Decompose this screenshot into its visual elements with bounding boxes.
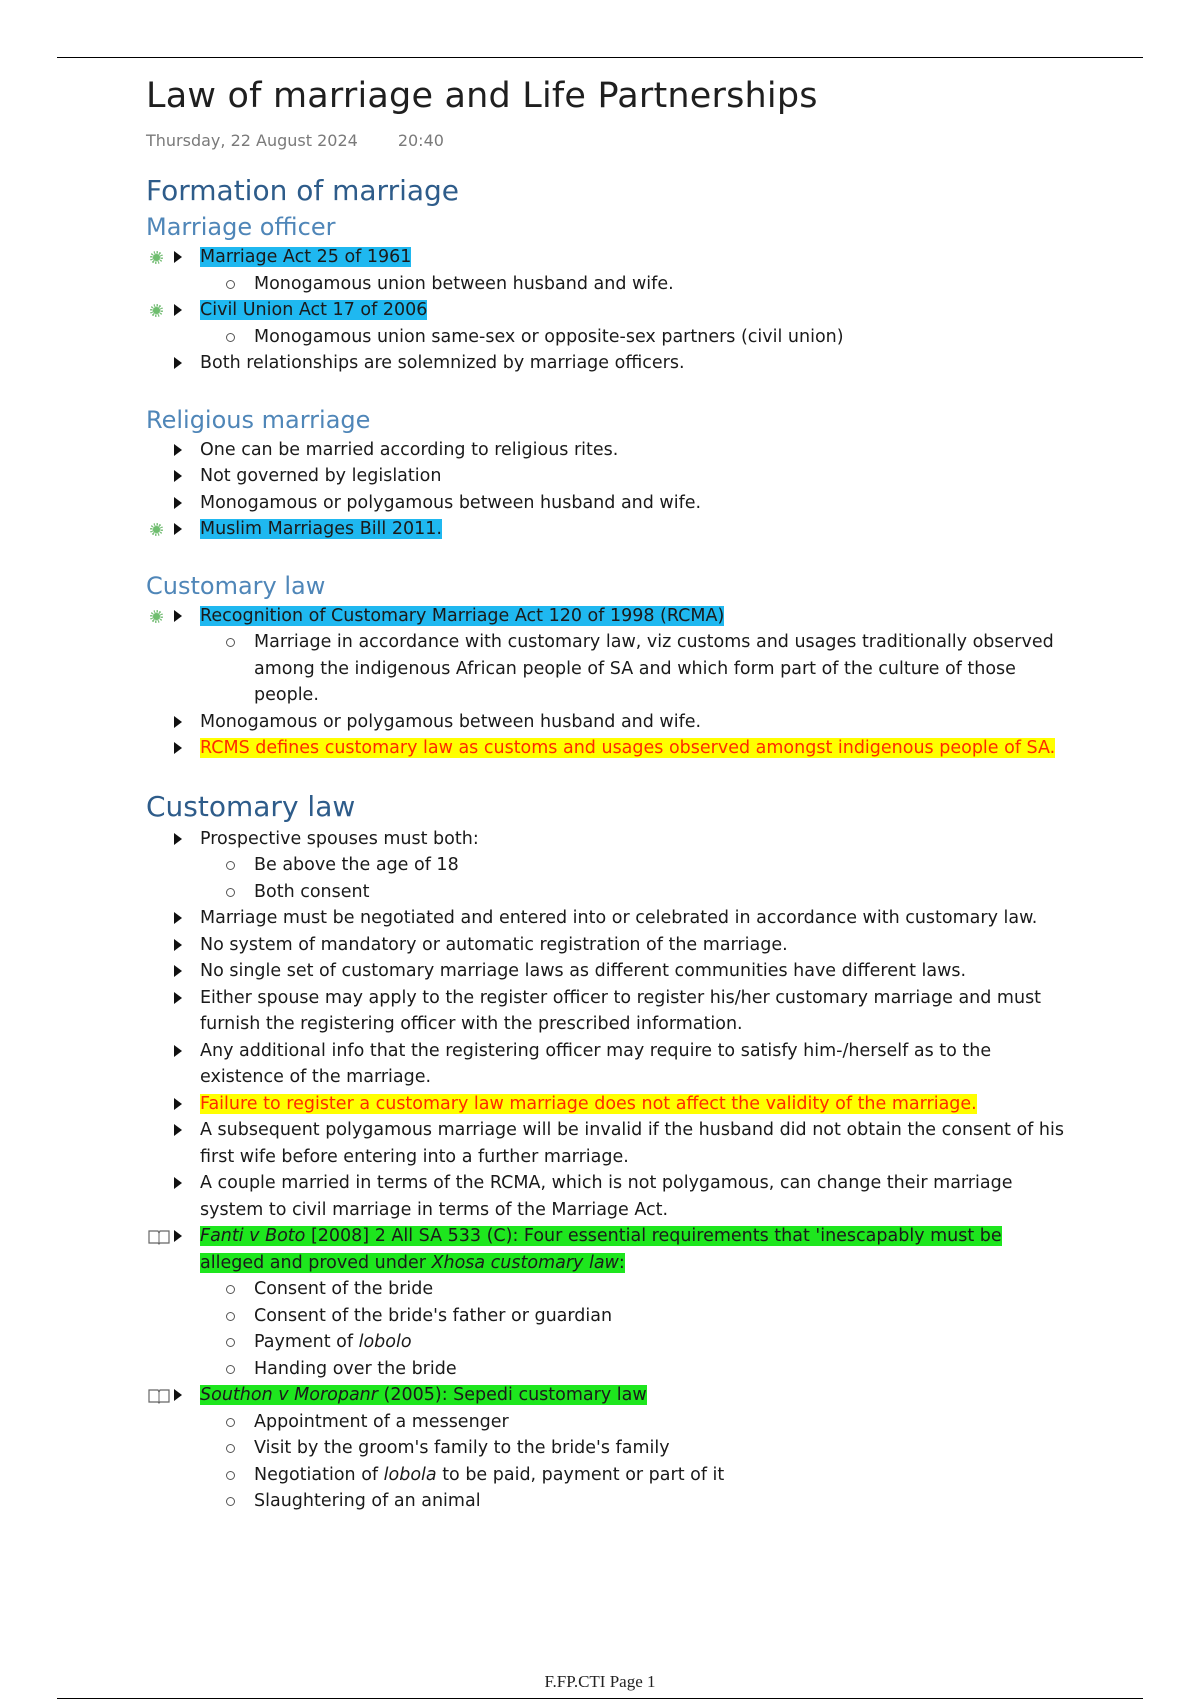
- item-text: Marriage in accordance with customary law, viz customs and usages traditionally observed among the indigenous African people of SA and which form part of the culture of those people.: [254, 632, 1054, 705]
- list-item: [146, 463, 1066, 490]
- highlighted-text: Recognition of Customary Marriage Act 120 of 1998 (RCMA): [200, 605, 725, 626]
- list-item: [146, 1170, 1066, 1223]
- item-text: One can be married according to religious rites.: [200, 439, 619, 460]
- case-citation: [2008] 2 All SA 533 (C): Four essential requirements that 'inescapably must be alleged and proved under: [200, 1226, 1002, 1273]
- note-date: Thursday, 22 August 2024: [146, 131, 358, 150]
- section-heading-customary-law: Customary law: [146, 789, 356, 823]
- sub-bullet-circle-icon: [226, 638, 235, 647]
- item-text: Monogamous union between husband and wife.: [254, 273, 674, 294]
- list-item: [146, 735, 1066, 762]
- sub-list-item: [146, 1303, 1066, 1330]
- bullet-triangle-icon: [174, 497, 182, 509]
- highlighted-text: Marriage Act 25 of 1961: [200, 247, 412, 267]
- item-text: Consent of the bride's father or guardian: [254, 1305, 613, 1326]
- sub-bullet-circle-icon: [226, 1418, 235, 1427]
- sub-list-item: [146, 1488, 1066, 1515]
- highlighted-text: RCMS defines customary law as customs and usages observed amongst indigenous people of SA.: [200, 738, 1056, 758]
- sub-bullet-circle-icon: [226, 888, 235, 897]
- bullet-triangle-icon: [174, 610, 182, 622]
- highlighted-case-text: [200, 1226, 1002, 1273]
- subheading-marriage-officer: Marriage officer: [146, 213, 336, 241]
- sub-bullet-circle-icon: [226, 861, 235, 870]
- bullet-triangle-icon: [174, 992, 182, 1004]
- italic-term: lobolo: [358, 1332, 412, 1352]
- bullet-triangle-icon: [174, 716, 182, 728]
- tag-icon: [150, 523, 163, 536]
- item-text: Appointment of a messenger: [254, 1411, 509, 1432]
- italic-term: lobola: [383, 1464, 437, 1485]
- item-text: A couple married in terms of the RCMA, which is not polygamous, can change their marriage system to civil marriage in terms of the Marriage Act.: [200, 1173, 1013, 1220]
- case-name: Southon v Moropanr: [200, 1385, 378, 1405]
- item-text: Not governed by legislation: [200, 466, 442, 486]
- bullet-triangle-icon: [174, 1045, 182, 1057]
- sub-list-item: [146, 629, 1066, 709]
- section-heading-formation: Formation of marriage: [146, 174, 460, 207]
- item-text: Any additional info that the registering officer may require to satisfy him-/herself as to the existence of the marriage.: [200, 1040, 992, 1087]
- bullet-triangle-icon: [174, 965, 182, 977]
- case-end: :: [618, 1252, 625, 1273]
- bullet-triangle-icon: [174, 1098, 182, 1110]
- highlighted-text: Muslim Marriages Bill 2011.: [200, 519, 442, 539]
- list-item: [146, 437, 1066, 464]
- bottom-rule: [57, 1698, 1143, 1699]
- item-text: Handing over the bride: [254, 1358, 457, 1379]
- sub-bullet-circle-icon: [226, 333, 235, 342]
- item-text: Monogamous or polygamous between husband and wife.: [200, 711, 702, 732]
- sub-list-item: [146, 1329, 1066, 1356]
- sub-bullet-circle-icon: [226, 1365, 235, 1374]
- item-text: Slaughtering of an animal: [254, 1491, 481, 1511]
- list-item: [146, 1038, 1066, 1091]
- list-item: [146, 1117, 1066, 1170]
- book-icon: [148, 1388, 170, 1404]
- list-item: [146, 244, 1066, 271]
- item-text: No system of mandatory or automatic registration of the marriage.: [200, 934, 788, 955]
- list-item: [146, 958, 1066, 985]
- sub-bullet-circle-icon: [226, 1312, 235, 1321]
- sub-bullet-circle-icon: [226, 1338, 235, 1347]
- sub-list-item: [146, 324, 1066, 351]
- sub-list-item: [146, 1276, 1066, 1303]
- item-text: Both relationships are solemnized by marriage officers.: [200, 353, 685, 373]
- bullet-triangle-icon: [174, 251, 182, 263]
- case-name: Fanti v Boto: [200, 1226, 306, 1246]
- list-item: [146, 1091, 1066, 1118]
- item-text: Visit by the groom's family to the bride's family: [254, 1438, 670, 1458]
- list-item: [146, 709, 1066, 736]
- sub-list-item: [146, 1462, 1066, 1489]
- sub-bullet-circle-icon: [226, 1285, 235, 1294]
- list-item: [146, 932, 1066, 959]
- item-text: Monogamous or polygamous between husband and wife.: [200, 492, 702, 513]
- sub-bullet-circle-icon: [226, 1471, 235, 1480]
- item-text: Either spouse may apply to the register officer to register his/her customary marriage and must furnish the registering officer with the prescribed information.: [200, 987, 1042, 1034]
- subheading-customary-law: Customary law: [146, 571, 326, 600]
- bullet-triangle-icon: [174, 444, 182, 456]
- bullet-triangle-icon: [174, 939, 182, 951]
- list-item: [146, 297, 1066, 324]
- tag-icon: [150, 610, 163, 623]
- list-item-case-fanti: [146, 1223, 1066, 1276]
- tag-icon: [150, 251, 163, 264]
- sub-bullet-circle-icon: [226, 1497, 235, 1506]
- sub-list-item: [146, 271, 1066, 298]
- book-icon: [148, 1229, 170, 1245]
- item-text: Monogamous union same-sex or opposite-sex partners (civil union): [254, 326, 844, 347]
- item-text: Negotiation of: [254, 1464, 384, 1485]
- item-text: Both consent: [254, 881, 370, 902]
- bullet-triangle-icon: [174, 1389, 182, 1401]
- sub-bullet-circle-icon: [226, 280, 235, 289]
- bullet-triangle-icon: [174, 1124, 182, 1136]
- bullet-triangle-icon: [174, 742, 182, 754]
- item-text: Be above the age of 18: [254, 855, 459, 875]
- list-item-case-southon: [146, 1382, 1066, 1409]
- list-item: [146, 603, 1066, 630]
- subheading-religious-marriage: Religious marriage: [146, 405, 371, 434]
- item-text: Consent of the bride: [254, 1279, 434, 1299]
- list-item: [146, 826, 1066, 853]
- item-text: Marriage must be negotiated and entered into or celebrated in accordance with customary law.: [200, 908, 1038, 928]
- item-text: Payment of: [254, 1332, 359, 1352]
- note-content: [146, 68, 1066, 1515]
- list-item: [146, 985, 1066, 1038]
- page-meta: [146, 126, 1066, 156]
- highlighted-case-text: [200, 1385, 647, 1405]
- list-item: [146, 905, 1066, 932]
- note-time: 20:40: [397, 131, 444, 150]
- page-footer: F.FP.CTI Page 1: [544, 1672, 656, 1691]
- sub-list-item: [146, 852, 1066, 879]
- tag-icon: [150, 304, 163, 317]
- sub-bullet-circle-icon: [226, 1444, 235, 1453]
- item-text: A subsequent polygamous marriage will be invalid if the husband did not obtain the consent of his first wife before entering into a further marriage.: [200, 1120, 1064, 1167]
- sub-list-item: [146, 1435, 1066, 1462]
- sub-list-item: [146, 1356, 1066, 1383]
- item-text-tail: to be paid, payment or part of it: [436, 1464, 725, 1485]
- page-title: Law of marriage and Life Partnerships: [146, 76, 818, 116]
- highlighted-text: Civil Union Act 17 of 2006: [200, 300, 428, 320]
- bullet-triangle-icon: [174, 1177, 182, 1189]
- list-item: [146, 490, 1066, 517]
- bullet-triangle-icon: [174, 304, 182, 316]
- bullet-triangle-icon: [174, 912, 182, 924]
- item-text: No single set of customary marriage laws as different communities have different laws.: [200, 961, 967, 981]
- bullet-triangle-icon: [174, 833, 182, 845]
- bullet-triangle-icon: [174, 1230, 182, 1242]
- top-rule: [57, 57, 1143, 58]
- case-law: Xhosa customary law: [431, 1252, 619, 1273]
- sub-list-item: [146, 879, 1066, 906]
- list-item: [146, 516, 1066, 543]
- bullet-triangle-icon: [174, 357, 182, 369]
- bullet-triangle-icon: [174, 523, 182, 535]
- list-item: [146, 350, 1066, 377]
- highlighted-text: Failure to register a customary law marriage does not affect the validity of the marriage.: [200, 1093, 977, 1114]
- sub-list-item: [146, 1409, 1066, 1436]
- case-citation: (2005): Sepedi customary law: [377, 1385, 647, 1405]
- item-text: Prospective spouses must both:: [200, 828, 479, 849]
- bullet-triangle-icon: [174, 470, 182, 482]
